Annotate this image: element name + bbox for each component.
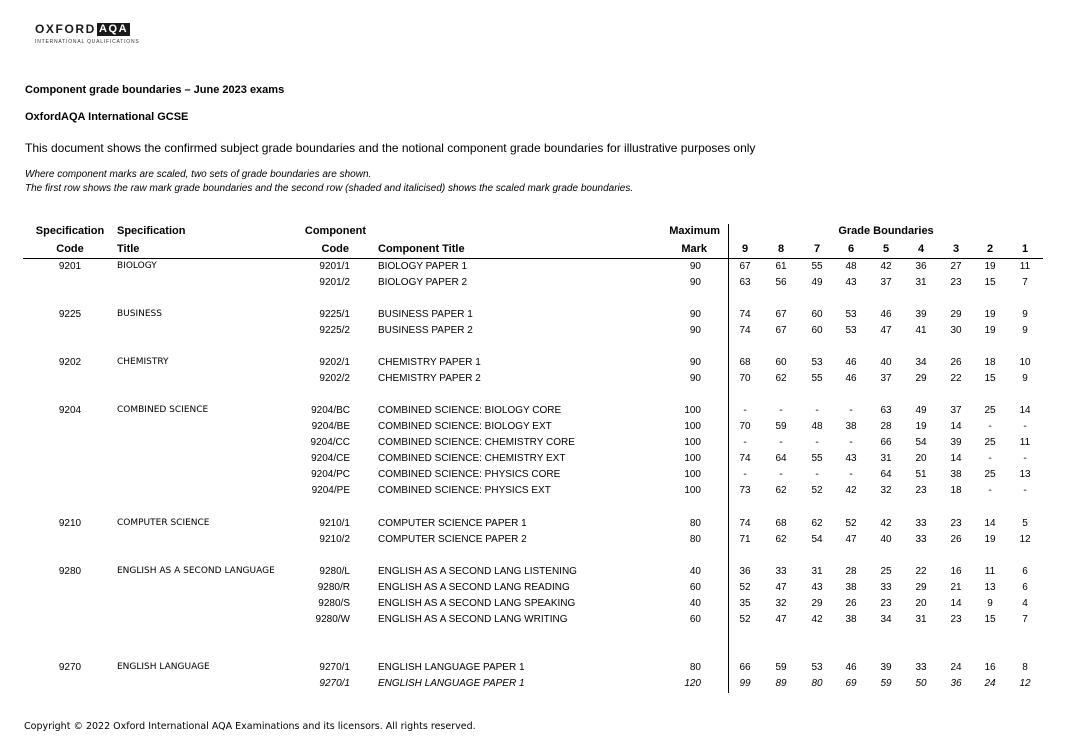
grade-boundary-cell: 67 [775, 325, 787, 336]
grade-boundary-cell: - [1023, 421, 1027, 432]
grade-boundary-cell: - [779, 469, 783, 480]
component-code: 9270/1 [319, 662, 350, 673]
component-title: ENGLISH AS A SECOND LANG READING [378, 582, 570, 593]
grade-boundary-cell: 14 [950, 421, 962, 432]
component-title: ENGLISH AS A SECOND LANG SPEAKING [378, 598, 576, 609]
grade-boundary-cell: 38 [845, 614, 857, 625]
grade-boundary-cell: 70 [739, 373, 751, 384]
grade-boundary-cell: 23 [950, 614, 962, 625]
header-max-line1: Maximum [669, 225, 720, 237]
grade-boundary-cell: 25 [984, 469, 996, 480]
component-title: COMPUTER SCIENCE PAPER 1 [378, 518, 527, 529]
grade-boundary-cell: 8 [1022, 662, 1028, 673]
grade-boundary-cell: 47 [880, 325, 892, 336]
max-mark: 60 [689, 582, 701, 593]
grade-boundary-cell: - [779, 405, 783, 416]
component-title: COMBINED SCIENCE: PHYSICS CORE [378, 469, 561, 480]
spec-title: COMPUTER SCIENCE [117, 518, 210, 528]
grade-boundary-cell: 26 [845, 598, 857, 609]
grade-boundary-cell: 63 [880, 405, 892, 416]
scaling-note-2: The first row shows the raw mark grade boundaries and the second row (shaded and italicised) shows the scaled mark grade boundaries. [25, 183, 634, 194]
component-code: 9201/2 [319, 277, 350, 288]
component-title: COMBINED SCIENCE: BIOLOGY EXT [378, 421, 552, 432]
component-title: COMBINED SCIENCE: CHEMISTRY CORE [378, 437, 575, 448]
intro-text: This document shows the confirmed subject grade boundaries and the notional component grade boundaries for illustrative purposes only [25, 141, 756, 155]
component-code: 9210/1 [319, 518, 350, 529]
header-comp-code-line1: Component [304, 225, 366, 237]
grade-boundary-cell: 38 [845, 582, 857, 593]
grade-header-6: 6 [847, 243, 855, 255]
header-comp-title: Component Title [378, 243, 465, 255]
spec-title: CHEMISTRY [117, 357, 169, 367]
grade-boundary-cell: 47 [845, 534, 857, 545]
grade-boundary-cell: 11 [1019, 437, 1031, 448]
grade-boundary-cell: - [743, 469, 747, 480]
grade-boundary-cell: - [849, 405, 853, 416]
grade-boundary-cell: 53 [845, 309, 857, 320]
spec-title: BUSINESS [117, 309, 162, 319]
grade-boundary-cell: 33 [915, 518, 927, 529]
component-title: CHEMISTRY PAPER 1 [378, 357, 481, 368]
grade-boundary-cell: 36 [950, 678, 962, 689]
header-spec-code-line2: Code [56, 243, 84, 255]
grade-boundary-cell: 39 [950, 437, 962, 448]
header-spec-title-line1: Specification [117, 225, 186, 237]
grade-boundary-cell: 16 [984, 662, 996, 673]
grade-boundary-cell: 41 [915, 325, 927, 336]
component-title: BIOLOGY PAPER 1 [378, 261, 468, 272]
grade-boundary-cell: 12 [1019, 534, 1031, 545]
spec-code: 9202 [58, 357, 82, 368]
grade-boundary-cell: - [988, 485, 992, 496]
header-comp-code-line2: Code [321, 243, 349, 255]
grade-boundary-cell: 25 [984, 405, 996, 416]
logo-aqa-box: AQA [98, 22, 129, 35]
grade-boundary-cell: 54 [915, 437, 927, 448]
grade-boundary-cell: 73 [739, 485, 751, 496]
max-mark: 80 [689, 518, 701, 529]
grade-boundary-cell: 62 [775, 485, 787, 496]
grade-boundary-cell: 29 [811, 598, 823, 609]
grade-boundary-cell: 66 [880, 437, 892, 448]
grade-boundary-cell: 35 [739, 598, 751, 609]
component-code: 9202/2 [319, 373, 350, 384]
grade-header-3: 3 [952, 243, 960, 255]
grade-boundary-cell: 25 [984, 437, 996, 448]
grade-boundary-cell: 47 [775, 614, 787, 625]
component-title: BUSINESS PAPER 2 [378, 325, 473, 336]
grade-boundary-cell: 25 [880, 566, 892, 577]
grade-boundary-cell: 62 [811, 518, 823, 529]
grade-boundary-cell: 14 [950, 453, 962, 464]
grade-boundary-cell: - [1023, 453, 1027, 464]
grade-boundary-cell: - [988, 453, 992, 464]
spec-code: 9210 [58, 518, 82, 529]
grade-boundary-cell: 47 [775, 582, 787, 593]
grade-header-1: 1 [1021, 243, 1029, 255]
grade-boundary-cell: 71 [739, 534, 751, 545]
document-subtitle: OxfordAQA International GCSE [25, 111, 189, 123]
document-title: Component grade boundaries – June 2023 exams [25, 84, 285, 96]
component-title: ENGLISH AS A SECOND LANG LISTENING [378, 566, 577, 577]
grade-boundary-cell: 37 [880, 277, 892, 288]
grade-boundary-cell: 19 [984, 534, 996, 545]
grade-boundary-cell: 9 [1022, 309, 1028, 320]
grade-boundary-cell: 6 [1022, 582, 1028, 593]
grade-boundary-cell: 59 [880, 678, 892, 689]
grade-boundary-cell: 22 [950, 373, 962, 384]
grade-boundary-cell: 23 [880, 598, 892, 609]
grade-boundary-cell: 31 [915, 277, 927, 288]
grade-boundary-cell: 11 [1019, 261, 1031, 272]
component-code: 9204/CC [310, 437, 350, 448]
grade-boundary-cell: 16 [950, 566, 962, 577]
component-title: BIOLOGY PAPER 2 [378, 277, 468, 288]
logo-subtitle: INTERNATIONAL QUALIFICATIONS [35, 39, 140, 45]
component-code: 9225/2 [319, 325, 350, 336]
grade-boundary-cell: 74 [739, 518, 751, 529]
grade-boundary-cell: 53 [811, 357, 823, 368]
component-code: 9225/1 [319, 309, 350, 320]
grade-boundary-cell: - [779, 437, 783, 448]
oxfordaqa-logo [35, 22, 140, 45]
max-mark: 80 [689, 534, 701, 545]
scaling-note-1: Where component marks are scaled, two sets of grade boundaries are shown. [25, 169, 372, 180]
grade-boundary-cell: 52 [739, 582, 751, 593]
grade-boundary-cell: - [988, 421, 992, 432]
grade-boundary-cell: 12 [1019, 678, 1031, 689]
grade-boundary-cell: 32 [880, 485, 892, 496]
max-mark: 100 [684, 453, 701, 464]
max-mark: 40 [689, 598, 701, 609]
max-mark: 90 [689, 325, 701, 336]
grade-boundary-cell: 40 [880, 534, 892, 545]
component-code: 9202/1 [319, 357, 350, 368]
grade-boundary-cell: 42 [845, 485, 857, 496]
max-mark: 100 [684, 437, 701, 448]
grade-boundary-cell: 29 [950, 309, 962, 320]
grade-boundary-cell: 33 [915, 534, 927, 545]
grade-boundary-cell: 26 [950, 357, 962, 368]
grade-boundary-cell: 15 [984, 277, 996, 288]
grade-boundary-cell: 39 [880, 662, 892, 673]
spec-code: 9270 [58, 662, 82, 673]
grade-boundary-cell: 9 [1022, 325, 1028, 336]
column-divider [728, 224, 729, 693]
grade-boundary-cell: 36 [739, 566, 751, 577]
max-mark: 60 [689, 614, 701, 625]
component-code: 9204/BC [311, 405, 350, 416]
grade-boundary-cell: 55 [811, 373, 823, 384]
grade-boundary-cell: 67 [739, 261, 751, 272]
grade-boundary-cell: 60 [775, 357, 787, 368]
grade-boundary-cell: 15 [984, 614, 996, 625]
component-code: 9280/L [319, 566, 350, 577]
max-mark: 100 [684, 405, 701, 416]
grade-boundary-cell: 59 [775, 421, 787, 432]
component-code: 9280/W [315, 614, 350, 625]
component-code: 9204/PC [311, 469, 350, 480]
grade-boundary-cell: 31 [915, 614, 927, 625]
grade-boundary-cell: - [1023, 485, 1027, 496]
grade-boundary-cell: 43 [811, 582, 823, 593]
component-code: 9280/R [317, 582, 350, 593]
component-title: COMBINED SCIENCE: BIOLOGY CORE [378, 405, 562, 416]
grade-boundary-cell: 43 [845, 453, 857, 464]
grade-boundary-cell: 89 [775, 678, 787, 689]
grade-boundary-cell: 99 [739, 678, 751, 689]
spec-code: 9204 [58, 405, 82, 416]
spec-code: 9201 [58, 261, 82, 272]
component-title: BUSINESS PAPER 1 [378, 309, 473, 320]
grade-boundary-cell: 38 [845, 421, 857, 432]
grade-boundary-cell: 56 [775, 277, 787, 288]
logo-wordmark: OXFORD [35, 22, 96, 36]
grade-boundary-cell: 59 [775, 662, 787, 673]
grade-boundary-cell: 15 [984, 373, 996, 384]
spec-title: BIOLOGY [117, 261, 157, 271]
component-code: 9204/CE [311, 453, 350, 464]
grade-boundary-cell: 53 [845, 325, 857, 336]
grade-boundary-cell: 36 [915, 261, 927, 272]
grade-header-9: 9 [741, 243, 749, 255]
spec-title: ENGLISH LANGUAGE [117, 662, 210, 672]
grade-boundary-cell: 46 [845, 357, 857, 368]
grade-boundary-cell: 62 [775, 534, 787, 545]
grade-header-8: 8 [777, 243, 785, 255]
component-code: 9204/BE [311, 421, 350, 432]
spec-title: ENGLISH AS A SECOND LANGUAGE [117, 566, 275, 576]
grade-boundary-cell: 51 [915, 469, 927, 480]
grade-boundary-cell: 74 [739, 309, 751, 320]
grade-boundary-cell: - [815, 469, 819, 480]
component-title: COMPUTER SCIENCE PAPER 2 [378, 534, 527, 545]
grade-boundary-cell: 10 [1019, 357, 1031, 368]
grade-boundary-cell: 24 [950, 662, 962, 673]
max-mark: 90 [689, 261, 701, 272]
grade-boundary-cell: 53 [811, 662, 823, 673]
grade-boundary-cell: 19 [984, 261, 996, 272]
grade-boundary-cell: 42 [811, 614, 823, 625]
grade-boundary-cell: 23 [915, 485, 927, 496]
grade-boundary-cell: 60 [811, 309, 823, 320]
grade-boundary-cell: 48 [811, 421, 823, 432]
max-mark: 90 [689, 373, 701, 384]
grade-boundary-cell: 9 [1022, 373, 1028, 384]
grade-boundary-cell: 29 [915, 373, 927, 384]
max-mark: 40 [689, 566, 701, 577]
grade-boundary-cell: 64 [775, 453, 787, 464]
max-mark: 90 [689, 357, 701, 368]
max-mark: 100 [684, 421, 701, 432]
grade-boundary-cell: 46 [880, 309, 892, 320]
grade-boundary-cell: 50 [915, 678, 927, 689]
grade-boundary-cell: 54 [811, 534, 823, 545]
max-mark: 100 [684, 485, 701, 496]
grade-boundary-cell: 6 [1022, 566, 1028, 577]
grade-boundary-cell: 9 [987, 598, 993, 609]
max-mark: 90 [689, 309, 701, 320]
spec-title: COMBINED SCIENCE [117, 405, 209, 415]
grade-boundary-cell: 20 [915, 598, 927, 609]
grade-boundary-cell: 30 [950, 325, 962, 336]
grade-boundary-cell: 5 [1022, 518, 1028, 529]
grade-boundary-cell: 37 [950, 405, 962, 416]
grade-boundary-cell: - [815, 437, 819, 448]
grade-boundary-cell: 33 [880, 582, 892, 593]
spec-code: 9280 [58, 566, 82, 577]
grade-boundary-cell: 49 [811, 277, 823, 288]
grade-boundary-cell: 80 [811, 678, 823, 689]
grade-boundary-cell: 55 [811, 453, 823, 464]
grade-boundary-cell: 19 [984, 309, 996, 320]
grade-boundary-cell: 69 [845, 678, 857, 689]
grade-boundary-cell: 27 [950, 261, 962, 272]
header-grade-boundaries: Grade Boundaries [838, 225, 934, 237]
component-code: 9204/PE [311, 485, 350, 496]
grade-boundary-cell: 38 [950, 469, 962, 480]
grade-boundary-cell: 64 [880, 469, 892, 480]
spec-code: 9225 [58, 309, 82, 320]
component-title: ENGLISH LANGUAGE PAPER 1 [378, 678, 525, 689]
grade-boundary-cell: 37 [880, 373, 892, 384]
max-mark: 90 [689, 277, 701, 288]
component-title: ENGLISH AS A SECOND LANG WRITING [378, 614, 568, 625]
grade-boundary-cell: 48 [845, 261, 857, 272]
component-code: 9210/2 [319, 534, 350, 545]
grade-boundary-cell: 23 [950, 277, 962, 288]
grade-boundary-cell: 7 [1022, 614, 1028, 625]
max-mark: 120 [684, 678, 701, 689]
max-mark: 100 [684, 469, 701, 480]
grade-boundary-cell: 13 [984, 582, 996, 593]
grade-boundary-cell: - [849, 469, 853, 480]
grade-boundary-cell: 23 [950, 518, 962, 529]
grade-boundary-cell: - [743, 405, 747, 416]
grade-header-5: 5 [882, 243, 890, 255]
grade-boundary-cell: 13 [1019, 469, 1031, 480]
grade-boundary-cell: 18 [984, 357, 996, 368]
grade-boundary-cell: 29 [915, 582, 927, 593]
grade-boundary-cell: 32 [775, 598, 787, 609]
component-code: 9270/1 [319, 678, 350, 689]
grade-boundary-cell: 22 [915, 566, 927, 577]
header-spec-title-line2: Title [117, 243, 140, 255]
grade-boundary-cell: 68 [739, 357, 751, 368]
grade-header-4: 4 [917, 243, 925, 255]
grade-boundary-cell: 21 [950, 582, 962, 593]
grade-header-7: 7 [813, 243, 821, 255]
header-max-line2: Mark [681, 243, 707, 255]
grade-boundary-cell: 46 [845, 662, 857, 673]
grade-boundary-cell: 33 [775, 566, 787, 577]
grade-boundary-cell: 31 [811, 566, 823, 577]
grade-boundary-cell: 28 [845, 566, 857, 577]
grade-boundary-cell: 34 [915, 357, 927, 368]
grade-boundary-cell: 7 [1022, 277, 1028, 288]
grade-boundary-cell: - [849, 437, 853, 448]
grade-boundary-cell: 14 [984, 518, 996, 529]
grade-boundary-cell: 14 [1019, 405, 1031, 416]
grade-boundary-cell: 52 [845, 518, 857, 529]
max-mark: 80 [689, 662, 701, 673]
header-divider [23, 258, 1043, 259]
grade-header-2: 2 [986, 243, 994, 255]
grade-boundary-cell: - [815, 405, 819, 416]
grade-boundary-cell: 39 [915, 309, 927, 320]
grade-boundary-cell: 42 [880, 518, 892, 529]
grade-boundary-cell: 19 [984, 325, 996, 336]
component-code: 9201/1 [319, 261, 350, 272]
grade-boundary-cell: 52 [811, 485, 823, 496]
grade-boundary-cell: 62 [775, 373, 787, 384]
grade-boundary-cell: 43 [845, 277, 857, 288]
grade-boundary-cell: 66 [739, 662, 751, 673]
grade-boundary-cell: 11 [984, 566, 996, 577]
grade-boundary-cell: 61 [775, 261, 787, 272]
grade-boundary-cell: 74 [739, 453, 751, 464]
grade-boundary-cell: 55 [811, 261, 823, 272]
grade-boundary-cell: 67 [775, 309, 787, 320]
component-title: ENGLISH LANGUAGE PAPER 1 [378, 662, 525, 673]
grade-boundary-cell: 60 [811, 325, 823, 336]
component-code: 9280/S [318, 598, 350, 609]
grade-boundary-cell: 19 [915, 421, 927, 432]
grade-boundary-cell: 14 [950, 598, 962, 609]
grade-boundary-cell: 63 [739, 277, 751, 288]
grade-boundary-cell: 18 [950, 485, 962, 496]
grade-boundary-cell: 33 [915, 662, 927, 673]
grade-boundary-cell: 74 [739, 325, 751, 336]
component-title: COMBINED SCIENCE: PHYSICS EXT [378, 485, 551, 496]
grade-boundary-cell: 40 [880, 357, 892, 368]
grade-boundary-cell: 26 [950, 534, 962, 545]
grade-boundary-cell: 24 [984, 678, 996, 689]
grade-boundary-cell: 52 [739, 614, 751, 625]
grade-boundary-cell: 49 [915, 405, 927, 416]
grade-boundary-cell: 28 [880, 421, 892, 432]
component-title: CHEMISTRY PAPER 2 [378, 373, 481, 384]
grade-boundary-cell: 70 [739, 421, 751, 432]
grade-boundary-cell: 34 [880, 614, 892, 625]
grade-boundary-cell: 42 [880, 261, 892, 272]
grade-boundary-cell: 46 [845, 373, 857, 384]
header-spec-code-line1: Specification [35, 225, 105, 237]
grade-boundary-cell: 31 [880, 453, 892, 464]
grade-boundary-cell: - [743, 437, 747, 448]
component-title: COMBINED SCIENCE: CHEMISTRY EXT [378, 453, 566, 464]
grade-boundary-cell: 68 [775, 518, 787, 529]
copyright-footer: Copyright © 2022 Oxford International AQA Examinations and its licensors. All rights reserved. [24, 721, 476, 732]
grade-boundary-cell: 20 [915, 453, 927, 464]
grade-boundary-cell: 4 [1022, 598, 1028, 609]
